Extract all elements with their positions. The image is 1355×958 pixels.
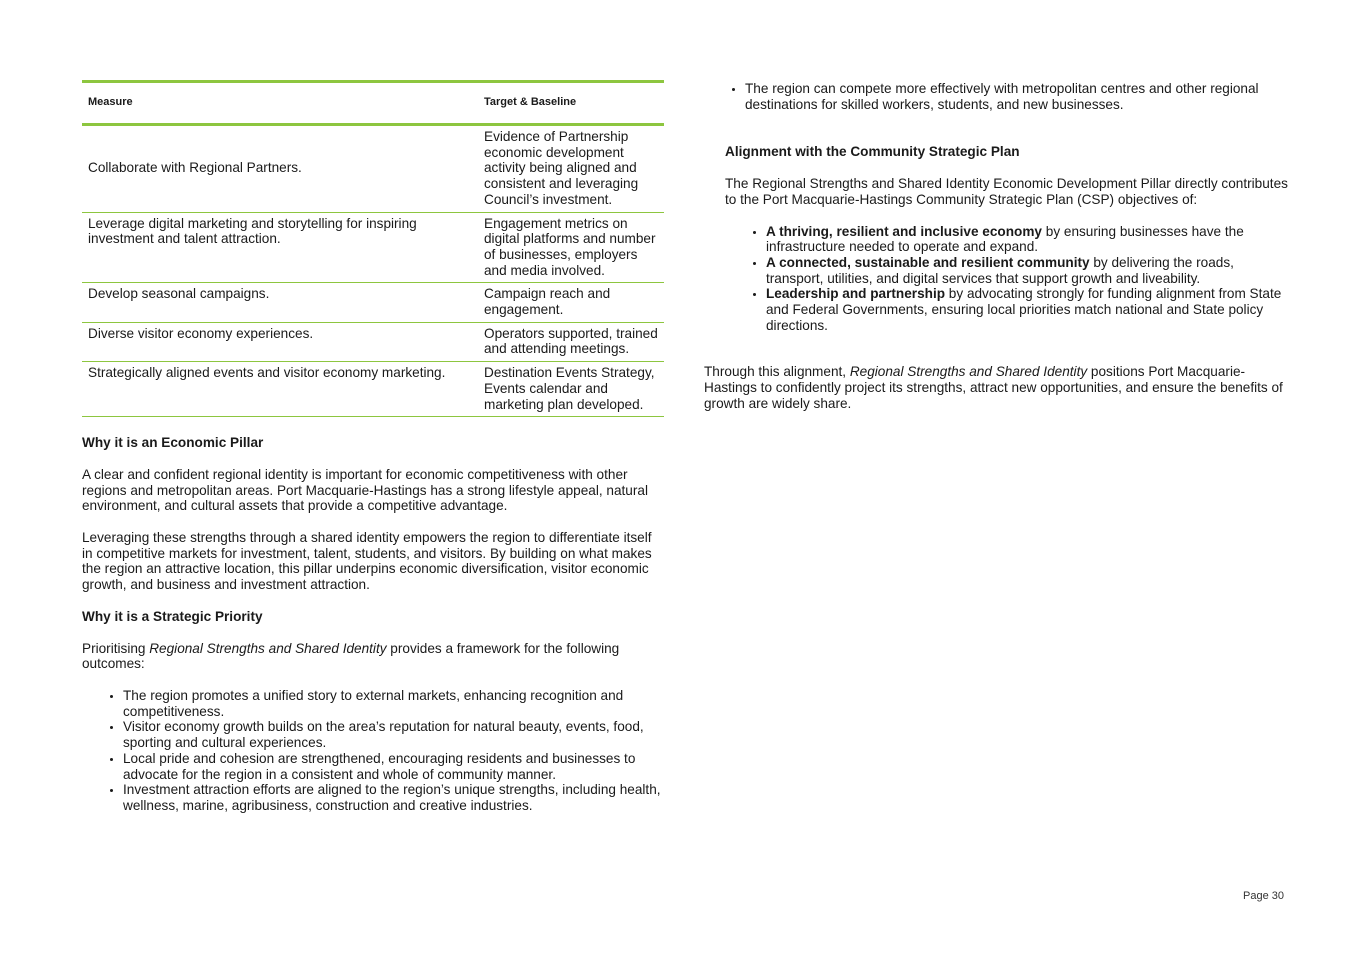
table-row	[82, 125, 664, 213]
list-item	[766, 224, 1289, 255]
intro-text: Prioritising	[82, 640, 150, 656]
objective-text: by delivering the roads, transport, utilities, and digital services that support growth and liveability.	[766, 254, 1234, 286]
objective-title: A thriving, resilient and inclusive economy	[766, 223, 1042, 239]
csp-objectives-list	[704, 224, 1289, 334]
page-number: Page 30	[1243, 890, 1284, 902]
objective-title: Leadership and partnership	[766, 286, 946, 302]
header-target: Target & Baseline	[478, 82, 664, 125]
strategic-priority-heading: Why it is a Strategic Priority	[82, 608, 263, 624]
intro-italic: Regional Strengths and Shared Identity	[149, 640, 387, 656]
economic-pillar-paragraph-1: A clear and confident regional identity is important for economic competitiveness with other regions and metropolitan areas. Port Macquarie-Hastings has a strong lifestyle appeal, natural environment, and cultural assets that provide a competitive advantage.	[82, 466, 648, 514]
table-row	[82, 283, 664, 322]
left-column	[82, 80, 664, 814]
table-row	[82, 212, 664, 283]
list-item	[766, 255, 1289, 286]
measure-cell: Collaborate with Regional Partners.	[82, 125, 478, 213]
measures-table	[82, 80, 664, 417]
closing-text-end: positions Port Macquarie-Hastings to confidently project its strengths, attract new opportunities, and ensure the benefits of growth are widely share.	[704, 364, 1283, 411]
list-item: • Local pride and cohesion are strengthened, encouraging residents and businesses to advocate for the region in a consistent and whole of community manner.	[123, 751, 664, 782]
closing-text: Through this alignment,	[704, 364, 850, 380]
strategic-outcomes-list-continued	[704, 81, 1289, 112]
alignment-closing	[704, 364, 1289, 411]
list-item	[766, 286, 1289, 333]
table-row	[82, 362, 664, 417]
list-item: • The region promotes a unified story to external markets, enhancing recognition and competitiveness.	[123, 688, 664, 719]
target-cell: Engagement metrics on digital platforms and number of businesses, employers and media involved.	[478, 212, 664, 283]
alignment-heading: Alignment with the Community Strategic Plan	[725, 144, 1020, 160]
list-item: • Investment attraction efforts are aligned to the region’s unique strengths, including health, wellness, marine, agribusiness, construction and creative industries.	[123, 782, 664, 813]
target-cell: Operators supported, trained and attending meetings.	[478, 322, 664, 361]
header-measure: Measure	[82, 82, 478, 125]
objective-text: by advocating strongly for funding alignment from State and Federal Governments, ensuring local priorities match national and State policy directions.	[766, 286, 1282, 333]
target-cell: Destination Events Strategy, Events calendar and marketing plan developed.	[478, 362, 664, 417]
strategic-outcomes-list	[82, 688, 664, 814]
objective-title: A connected, sustainable and resilient community	[766, 254, 1090, 270]
right-column	[704, 80, 1289, 412]
measure-cell: Strategically aligned events and visitor economy marketing.	[82, 362, 478, 417]
objective-text: by ensuring businesses have the infrastructure needed to operate and expand.	[766, 223, 1244, 255]
alignment-intro: The Regional Strengths and Shared Identity Economic Development Pillar directly contributes to the Port Macquarie-Hastings Community Strategic Plan (CSP) objectives of:	[725, 176, 1288, 207]
measure-cell: Diverse visitor economy experiences.	[82, 322, 478, 361]
measure-cell: Develop seasonal campaigns.	[82, 283, 478, 322]
intro-text-end: provides a framework for the following outcomes:	[82, 640, 620, 672]
economic-pillar-heading: Why it is an Economic Pillar	[82, 435, 264, 451]
target-cell: Evidence of Partnership economic development activity being aligned and consistent and leveraging Council’s investment.	[478, 125, 664, 213]
economic-pillar-paragraph-2: Leveraging these strengths through a shared identity empowers the region to differentiate itself in competitive markets for investment, talent, students, and visitors. By building on what makes the region an attractive location, this pillar underpins economic diversification, visitor economic growth, and business and investment attraction.	[82, 530, 652, 593]
list-item: • Visitor economy growth builds on the area’s reputation for natural beauty, events, food, sporting and cultural experiences.	[123, 719, 664, 750]
closing-italic: Regional Strengths and Shared Identity	[849, 364, 1088, 380]
table-row	[82, 322, 664, 361]
list-item: • The region can compete more effectively with metropolitan centres and other regional destinations for skilled workers, students, and new businesses.	[745, 81, 1289, 112]
target-cell: Campaign reach and engagement.	[478, 283, 664, 322]
table-header-row	[82, 82, 664, 125]
strategic-priority-intro	[82, 641, 664, 672]
measure-cell: Leverage digital marketing and storytelling for inspiring investment and talent attraction.	[82, 212, 478, 283]
